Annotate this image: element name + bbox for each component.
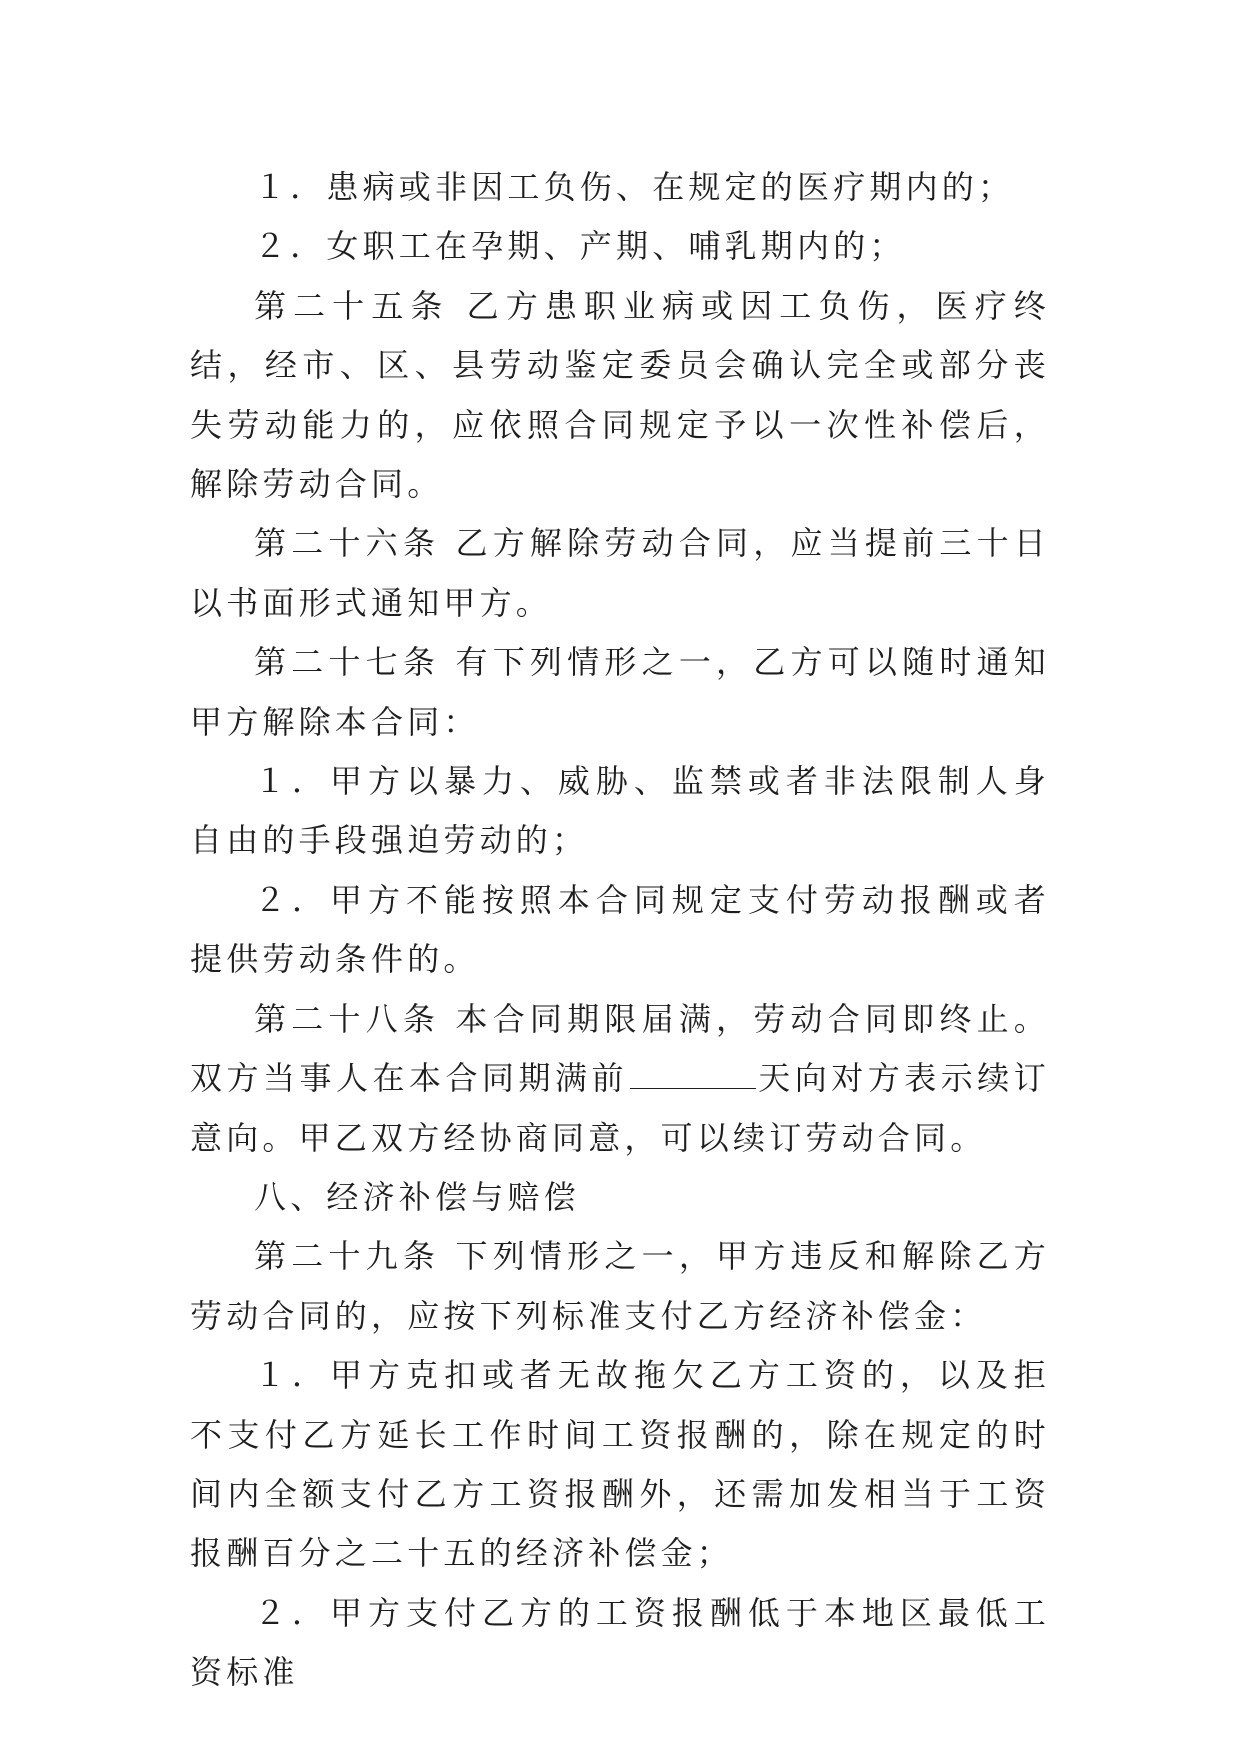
- article-29: 第二十九条 下列情形之一，甲方违反和解除乙方劳动合同的，应按下列标准支付乙方经济补偿金：: [190, 1237, 1050, 1335]
- section-heading-compensation: 八、经济补偿与赔偿: [254, 1177, 580, 1216]
- document-body: [190, 158, 1050, 1703]
- article-27: 第二十七条 有下列情形之一，乙方可以随时通知甲方解除本合同：: [190, 643, 1050, 741]
- article-28-text-before-blank: 第二十八条 本合同期限届满，劳动合同即终止。双方当事人在本合同期满前: [190, 999, 1050, 1098]
- article-28: [190, 990, 1050, 1168]
- article-25: 第二十五条 乙方患职业病或因工负伤，医疗终结，经市、区、县劳动鉴定委员会确认完全或部分丧失劳动能力的，应依照合同规定予以一次性补偿后，解除劳动合同。: [190, 286, 1050, 504]
- article-26: 第二十六条 乙方解除劳动合同，应当提前三十日以书面形式通知甲方。: [190, 524, 1050, 622]
- article-27-item-1: １．甲方以暴力、威胁、监禁或者非法限制人身自由的手段强迫劳动的；: [190, 762, 1050, 860]
- article-27-item-2: ２．甲方不能按照本合同规定支付劳动报酬或者提供劳动条件的。: [190, 880, 1050, 979]
- article-28-text-after-blank: 天向对方表示续订意向。甲乙双方经协商同意，可以续订劳动合同。: [190, 1059, 1050, 1157]
- days-blank-line: [630, 1062, 756, 1089]
- clause-item-1-medical-period: １．患病或非因工负伤、在规定的医疗期内的；: [254, 168, 1015, 206]
- article-29-item-2: ２．甲方支付乙方的工资报酬低于本地区最低工资标准: [190, 1593, 1050, 1692]
- article-29-item-1: １．甲方克扣或者无故拖欠乙方工资的，以及拒不支付乙方延长工作时间工资报酬的，除在规定的时间内全额支付乙方工资报酬外，还需加发相当于工资报酬百分之二十五的经济补偿金；: [190, 1356, 1050, 1573]
- clause-item-2-female-staff: ２．女职工在孕期、产期、哺乳期内的；: [254, 227, 906, 266]
